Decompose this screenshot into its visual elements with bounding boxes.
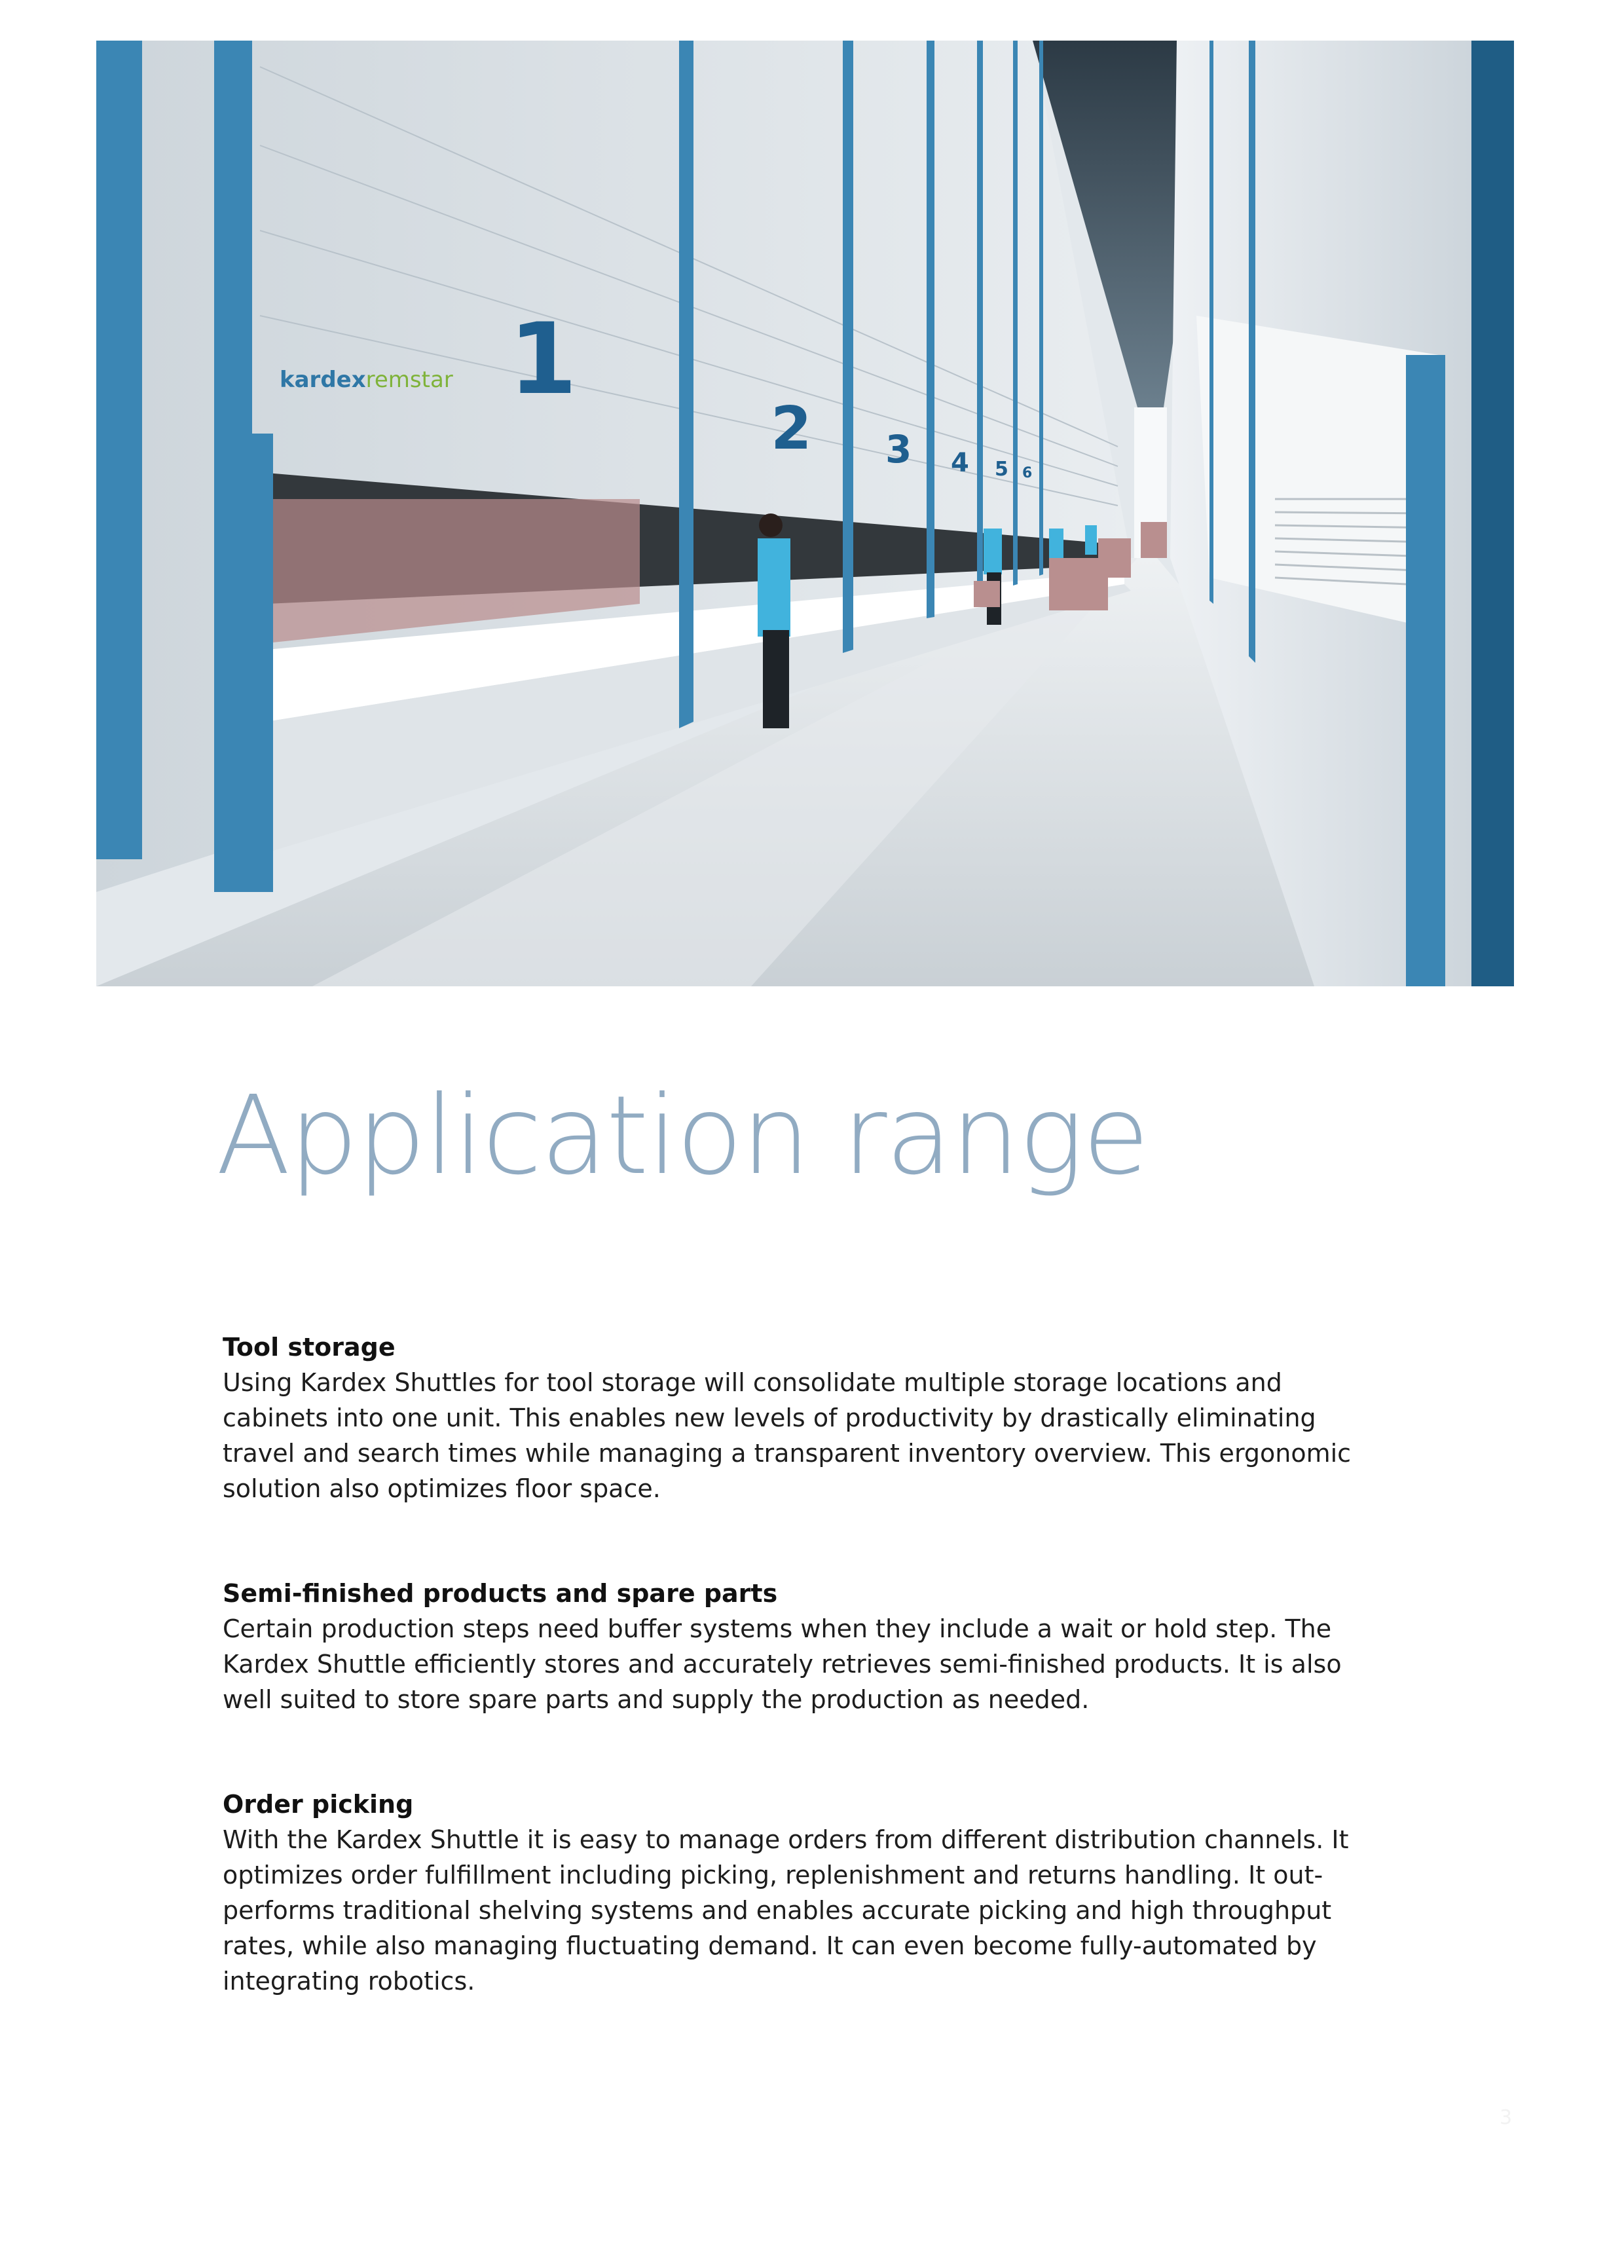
- section-heading: Semi-finished products and spare parts: [223, 1579, 778, 1608]
- section-semi-finished-products: [223, 1576, 1395, 1717]
- module-number-6: 6: [1022, 465, 1033, 481]
- section-body: With the Kardex Shuttle it is easy to manage orders from different distribution channels. It optimizes order fulfillment including picking, replenishment and returns handling. It out-performs traditional shelving systems and enables accurate picking and high throughput rates, while also managing fluctuating demand. It can even become fully-automated by integrating robotics.: [223, 1825, 1349, 1996]
- module-number-5: 5: [995, 458, 1008, 481]
- section-heading: Tool storage: [223, 1333, 396, 1362]
- logo-kardex: kardex: [280, 367, 366, 393]
- kardex-remstar-logo: [280, 367, 453, 393]
- module-number-4: 4: [951, 448, 969, 478]
- module-number-1: 1: [509, 303, 578, 417]
- logo-remstar: remstar: [365, 367, 453, 393]
- module-number-2: 2: [771, 394, 812, 463]
- module-number-3: 3: [885, 427, 912, 472]
- section-body: Certain production steps need buffer systems when they include a wait or hold step. The Kardex Shuttle efficiently stores and accurately retrieves semi-finished products. It is also well suited to store spare parts and supply the production as needed.: [223, 1614, 1342, 1714]
- section-tool-storage: [223, 1329, 1395, 1506]
- section-heading: Order picking: [223, 1790, 414, 1819]
- hero-photo: [96, 41, 1514, 986]
- page-title: Application range: [216, 1073, 1149, 1199]
- warehouse-illustration: [96, 41, 1514, 986]
- section-body: Using Kardex Shuttles for tool storage will consolidate multiple storage locations and cabinets into one unit. This enables new levels of productivity by drastically eliminating travel and search times while managing a transparent inventory overview. This ergonomic solution also optimizes floor space.: [223, 1368, 1352, 1503]
- section-order-picking: [223, 1787, 1395, 1999]
- page-number: 3: [1500, 2106, 1513, 2129]
